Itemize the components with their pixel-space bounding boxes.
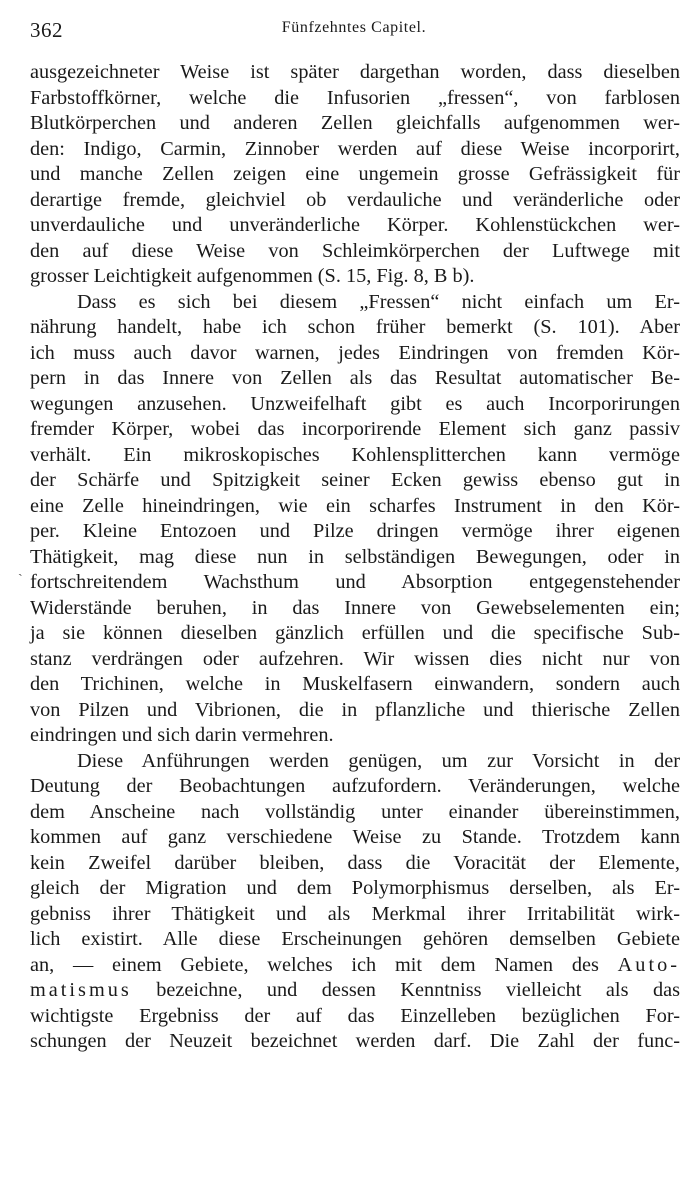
text-line: eindringen und sich darin vermehren. bbox=[30, 724, 334, 746]
text-line: Thätigkeit, mag diese nun in selbständigen Bewegungen, oder in bbox=[30, 545, 680, 568]
paragraph-start-line: Dass es sich bei diesem „Fressen“ nicht einfach um Er- bbox=[77, 290, 680, 313]
text-line: den auf diese Weise von Schleimkörperchen der Luftwege mit bbox=[30, 239, 680, 262]
text-line: Farbstoffkörner, welche die Infusorien „fressen“, von farblosen bbox=[30, 86, 680, 109]
text-line: pern in das Innere von Zellen als das Resultat automatischer Be- bbox=[30, 367, 680, 389]
text-line: ja sie können dieselben gänzlich erfüllen und die specifische Sub- bbox=[30, 622, 680, 644]
text-line: wichtigste Ergebniss der auf das Einzelleben bezüglichen For- bbox=[30, 1004, 680, 1027]
text-line: gleich der Migration und dem Polymorphismus derselben, als Er- bbox=[30, 877, 680, 899]
text-line: schungen der Neuzeit bezeichnet werden darf. Die Zahl der func- bbox=[30, 1030, 680, 1052]
text-line: dem Anscheine nach vollständig unter einander übereinstimmen, bbox=[30, 800, 680, 823]
text-line: fortschreitendem Wachsthum und Absorption entgegenstehender bbox=[30, 571, 680, 593]
text-line: ausgezeichneter Weise ist später dargethan worden, dass dieselben bbox=[30, 61, 680, 83]
running-head bbox=[30, 18, 678, 44]
text-line: und manche Zellen zeigen eine ungemein grosse Gefrässigkeit für bbox=[30, 163, 680, 185]
text-line: ich muss auch davor warnen, jedes Eindringen von fremden Kör- bbox=[30, 341, 680, 364]
text-line: kommen auf ganz verschiedene Weise zu Stande. Trotzdem kann bbox=[30, 826, 680, 848]
text-line: gebniss ihrer Thätigkeit und als Merkmal ihrer Irritabilität wirk- bbox=[30, 902, 680, 925]
text-line-with-term bbox=[30, 953, 680, 979]
text-line: nährung handelt, habe ich schon früher bemerkt (S. 101). Aber bbox=[30, 316, 680, 338]
emphasized-term: Auto- bbox=[617, 953, 680, 976]
text-line: stanz verdrängen oder aufzehren. Wir wissen dies nicht nur von bbox=[30, 647, 680, 670]
text-line: lich existirt. Alle diese Erscheinungen gehören demselben Gebiete bbox=[30, 928, 680, 950]
text-line: Deutung der Beobachtungen aufzufordern. Veränderungen, welche bbox=[30, 775, 680, 797]
text-line: Blutkörperchen und anderen Zellen gleichfalls aufgenommen wer- bbox=[30, 112, 680, 134]
text-line: unverdauliche und unveränderliche Körper. Kohlenstückchen wer- bbox=[30, 214, 680, 236]
text-line: fremder Körper, wobei das incorporirende Element sich ganz passiv bbox=[30, 418, 680, 440]
text-line: eine Zelle hineindringen, wie ein scharfes Instrument in den Kör- bbox=[30, 494, 680, 517]
chapter-title: Fünfzehntes Capitel. bbox=[281, 19, 427, 36]
text-line: kein Zweifel darüber bleiben, dass die Voracität der Elemente, bbox=[30, 851, 680, 874]
text-line: den Trichinen, welche in Muskelfasern einwandern, sondern auch bbox=[30, 673, 680, 695]
text-line-with-term bbox=[30, 978, 680, 1004]
margin-mark: ˏ bbox=[18, 562, 23, 577]
text-line: Widerstände beruhen, in das Innere von Gewebselementen ein; bbox=[30, 596, 680, 619]
text-line: verhält. Ein mikroskopisches Kohlensplitterchen kann vermöge bbox=[30, 443, 680, 466]
body-text bbox=[30, 60, 680, 1055]
text-line: der Schärfe und Spitzigkeit seiner Ecken gewiss ebenso gut in bbox=[30, 469, 680, 491]
text-line: wegungen anzusehen. Unzweifelhaft gibt es auch Incorporirungen bbox=[30, 392, 680, 415]
paragraph-start-line: Diese Anführungen werden genügen, um zur Vorsicht in der bbox=[77, 749, 680, 772]
line-text: an, — einem Gebiete, welches ich mit dem Namen des bbox=[30, 953, 599, 976]
text-line: grosser Leichtigkeit aufgenommen (S. 15, Fig. 8, B b). bbox=[30, 265, 475, 287]
emphasized-term: matismus bbox=[30, 979, 132, 1001]
text-line: von Pilzen und Vibrionen, die in pflanzliche und thierische Zellen bbox=[30, 698, 680, 721]
line-text: bezeichne, und dessen Kenntniss vielleicht als das bbox=[156, 979, 680, 1001]
text-line: derartige fremde, gleichviel ob verdauliche und veränderliche oder bbox=[30, 188, 680, 211]
page-number: 362 bbox=[30, 18, 63, 42]
text-line: den: Indigo, Carmin, Zinnober werden auf diese Weise incorporirt, bbox=[30, 137, 680, 160]
text-line: per. Kleine Entozoen und Pilze dringen vermöge ihrer eigenen bbox=[30, 520, 680, 542]
